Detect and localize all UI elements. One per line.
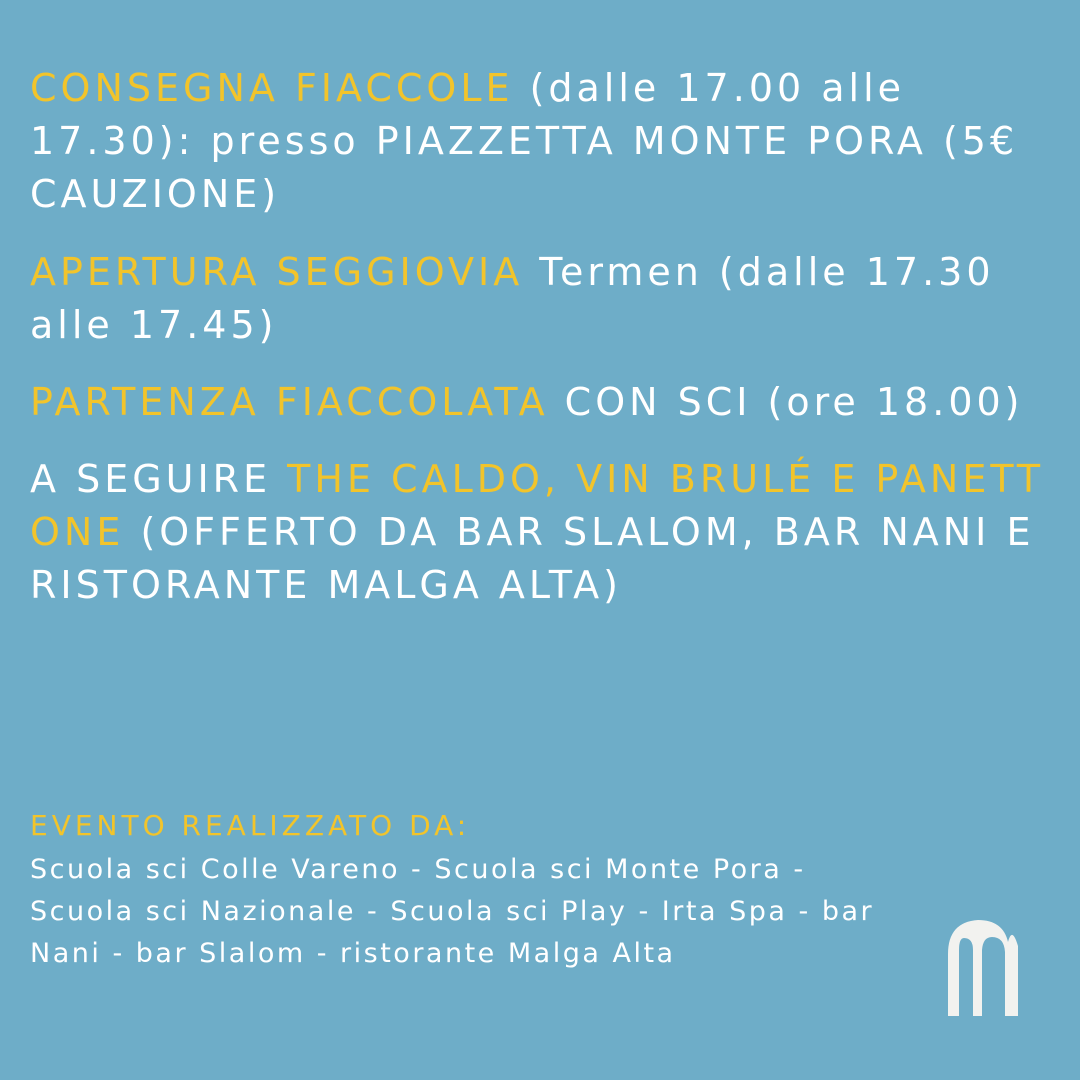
apertura-details: Termen (dalle 17.30 alle 17.45) (30, 250, 995, 347)
seguire-highlight: THE CALDO, VIN BRULÉ E PANETT ONE (30, 457, 1045, 554)
consegna-highlight: CONSEGNA FIACCOLE (30, 66, 514, 110)
apertura-highlight: APERTURA SEGGIOVIA (30, 250, 524, 294)
organizers-list: Scuola sci Colle Vareno - Scuola sci Monte Pora - Scuola sci Nazionale - Scuola sci Play - Irta Spa - bar Nani - bar Slalom - ristorante Malga Alta (30, 854, 875, 969)
schedule-item-partenza (30, 376, 1050, 429)
partenza-highlight: PARTENZA FIACCOLATA (30, 380, 549, 424)
schedule-item-seguire (30, 453, 1050, 612)
consegna-details: (dalle 17.00 alle 17.30): presso PIAZZETTA MONTE PORA (5€ CAUZIONE) (30, 66, 1019, 216)
organizers-section (30, 805, 910, 975)
seguire-prefix: A SEGUIRE (30, 457, 288, 501)
schedule-item-apertura (30, 246, 1050, 352)
monte-pora-logo-icon (948, 916, 1018, 1016)
event-schedule (30, 62, 1050, 636)
partenza-details: CON SCI (ore 18.00) (548, 380, 1024, 424)
schedule-item-consegna (30, 62, 1050, 221)
organizers-title: EVENTO REALIZZATO DA: (30, 809, 471, 842)
seguire-details: (OFFERTO DA BAR SLALOM, BAR NANI E RISTORANTE MALGA ALTA) (30, 510, 1035, 607)
